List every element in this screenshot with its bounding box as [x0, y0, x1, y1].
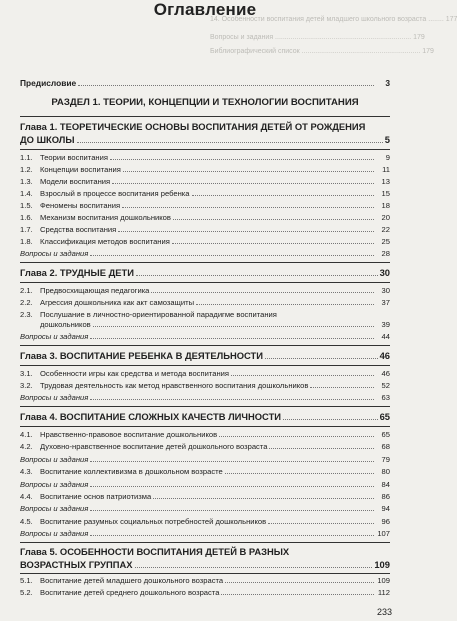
- toc-entry-questions: [20, 529, 390, 539]
- entry-number: 4.2.: [20, 442, 33, 452]
- dot-leader: [269, 448, 374, 449]
- toc-entry: [20, 517, 390, 527]
- entry-page: 39: [381, 320, 390, 329]
- entry-page: 13: [381, 177, 390, 186]
- dot-leader: [173, 219, 374, 220]
- toc-entry-intro: [20, 78, 390, 88]
- divider: [20, 282, 390, 283]
- entry-label: дошкольников: [40, 320, 91, 329]
- entry-label: Вопросы и задания: [20, 479, 89, 489]
- dot-leader: [151, 292, 374, 293]
- entry-label: Послушание в личностно-ориентированной парадигме воспитания: [40, 310, 277, 319]
- entry-page: 11: [382, 165, 390, 174]
- entry-number: 4.4.: [20, 492, 33, 501]
- entry-number: 4.3.: [20, 467, 33, 477]
- toc-entry: [20, 213, 390, 223]
- toc-entry-questions: [20, 393, 390, 403]
- page-title: Оглавление: [153, 0, 257, 19]
- entry-label: Средства воспитания: [40, 225, 117, 234]
- entry-page: 63: [381, 393, 390, 402]
- toc-entry-questions: [20, 455, 390, 465]
- entry-number: 1.3.: [20, 177, 33, 186]
- toc-entry: [20, 153, 390, 163]
- entry-page: 109: [377, 576, 390, 585]
- toc-entry: [20, 225, 390, 235]
- entry-number: 1.7.: [20, 225, 33, 234]
- bleed-through-text: Вопросы и задания ...................................................................... 179: [210, 34, 425, 41]
- entry-number: 4.5.: [20, 516, 33, 526]
- dot-leader: [283, 410, 378, 420]
- entry-label: Трудовая деятельность как метод нравственного воспитания дошкольников: [40, 381, 309, 390]
- chapter-page: 46: [379, 350, 390, 361]
- chapter-page: 109: [374, 559, 390, 570]
- entry-number: 1.6.: [20, 213, 33, 222]
- dot-leader: [221, 594, 374, 595]
- dot-leader: [219, 436, 374, 437]
- entry-number: 1.4.: [20, 189, 33, 198]
- entry-page: 80: [381, 467, 390, 477]
- bleed-through-text: Библиографический список ............................................................. 179: [210, 48, 434, 55]
- divider: [20, 345, 390, 346]
- entry-label: Классификация методов воспитания: [40, 237, 170, 246]
- entry-label: Воспитание коллективизма в дошкольном возрасте: [40, 467, 223, 477]
- toc-entry: [20, 576, 390, 586]
- entry-label: Механизм воспитания дошкольников: [40, 213, 171, 222]
- toc-entry: [20, 369, 390, 379]
- divider: [20, 573, 390, 574]
- entry-page: 52: [381, 381, 390, 390]
- toc-entry: [20, 286, 390, 296]
- entry-label: Вопросы и задания: [20, 504, 89, 514]
- entry-page: 30: [381, 286, 390, 295]
- dot-leader: [225, 473, 374, 474]
- entry-label: Феномены воспитания: [40, 201, 121, 210]
- entry-label: Духовно-нравственное воспитание детей дошкольного возраста: [40, 442, 268, 452]
- entry-page: 37: [381, 298, 390, 307]
- entry-page: 9: [385, 153, 390, 162]
- chapter-page: 5: [384, 134, 390, 145]
- toc-entry: [20, 430, 390, 440]
- toc-entry: [20, 165, 390, 175]
- toc-entry: [20, 189, 390, 199]
- entry-label: Вопросы и задания: [20, 529, 89, 539]
- toc-entry: [20, 442, 390, 452]
- entry-number: 1.1.: [20, 153, 33, 162]
- entry-label: Вопросы и задания: [20, 249, 89, 258]
- dot-leader: [90, 510, 374, 511]
- toc-entry-questions: [20, 480, 390, 490]
- entry-label: Нравственно-правовое воспитание дошкольников: [40, 430, 218, 439]
- entry-page: 46: [381, 369, 390, 378]
- entry-page: 68: [381, 442, 390, 452]
- entry-label: Предисловие: [20, 78, 77, 88]
- entry-number: 2.3.: [20, 310, 33, 319]
- chapter-heading-3: [20, 349, 390, 362]
- divider: [20, 365, 390, 366]
- dot-leader: [153, 498, 374, 499]
- dot-leader: [135, 558, 373, 568]
- entry-number: 4.1.: [20, 430, 33, 439]
- entry-page: 28: [381, 249, 390, 258]
- entry-label: Воспитание детей среднего дошкольного возраста: [40, 588, 220, 597]
- entry-label: Вопросы и задания: [20, 332, 89, 341]
- dot-leader: [90, 338, 374, 339]
- dot-leader: [196, 304, 374, 305]
- dot-leader: [265, 349, 378, 359]
- chapter-title-line: Глава 1. ТЕОРЕТИЧЕСКИЕ ОСНОВЫ ВОСПИТАНИЯ ДЕТЕЙ ОТ РОЖДЕНИЯ: [20, 121, 366, 132]
- dot-leader: [172, 243, 374, 244]
- entry-page: 112: [377, 588, 390, 597]
- chapter-title-line: Глава 5. ОСОБЕННОСТИ ВОСПИТАНИЯ ДЕТЕЙ В РАЗНЫХ: [20, 546, 290, 557]
- dot-leader: [90, 255, 374, 256]
- dot-leader: [268, 523, 374, 524]
- entry-number: 1.2.: [20, 165, 33, 174]
- entry-label: Агрессия дошкольника как акт самозащиты: [40, 298, 195, 307]
- chapter-heading-4: [20, 410, 390, 423]
- toc-entry: [20, 237, 390, 247]
- divider: [20, 542, 390, 543]
- entry-number: 1.5.: [20, 201, 33, 210]
- dot-leader: [110, 159, 374, 160]
- entry-number: 2.2.: [20, 298, 33, 307]
- chapter-title-text: Глава 3. ВОСПИТАНИЕ РЕБЕНКА В ДЕЯТЕЛЬНОСТИ: [20, 350, 264, 361]
- dot-leader: [90, 486, 374, 487]
- chapter-heading-1: [20, 120, 390, 146]
- toc-entry: [20, 381, 390, 391]
- chapter-title-line: [20, 558, 390, 571]
- dot-leader: [77, 133, 383, 143]
- entry-page: 44: [381, 332, 390, 341]
- entry-number: 1.8.: [20, 237, 33, 246]
- bleed-through-text: 14. Особенности воспитания детей младшего школьного возраста ........ 177: [210, 16, 457, 23]
- chapter-page: 65: [379, 411, 390, 422]
- entry-label: Модели воспитания: [40, 177, 111, 186]
- part-heading: РАЗДЕЛ 1. ТЕОРИИ, КОНЦЕПЦИИ И ТЕХНОЛОГИИ ВОСПИТАНИЯ: [51, 97, 359, 108]
- divider: [20, 262, 390, 263]
- dot-leader: [122, 207, 374, 208]
- dot-leader: [231, 375, 374, 376]
- entry-page: 79: [381, 454, 390, 464]
- entry-label: Особенности игры как средства и метода воспитания: [40, 369, 229, 378]
- entry-page: 3: [385, 78, 390, 88]
- entry-label: Воспитание детей младшего дошкольного возраста: [40, 576, 224, 585]
- toc-entry: [20, 492, 390, 502]
- entry-label: Взрослый в процессе воспитания ребенка: [40, 189, 190, 198]
- entry-page: 15: [381, 189, 390, 198]
- entry-page: 94: [381, 504, 390, 514]
- dot-leader: [123, 171, 374, 172]
- dot-leader: [90, 461, 374, 462]
- dot-leader: [225, 582, 374, 583]
- dot-leader: [90, 535, 374, 536]
- chapter-page: 30: [379, 267, 390, 278]
- entry-label: Концепции воспитания: [40, 165, 121, 174]
- entry-number: 5.2.: [20, 588, 33, 597]
- toc-entry-questions: [20, 332, 390, 342]
- entry-page: 25: [381, 237, 390, 246]
- toc-entry-continued: [20, 320, 390, 330]
- entry-number: 2.1.: [20, 286, 33, 295]
- entry-label: Воспитание разумных социальных потребностей дошкольников: [40, 516, 267, 526]
- entry-page: 96: [381, 516, 390, 526]
- chapter-title-text: ДО ШКОЛЫ: [20, 134, 75, 145]
- chapter-title-text: Глава 2. ТРУДНЫЕ ДЕТИ: [20, 267, 134, 278]
- chapter-heading-2: [20, 266, 390, 279]
- dot-leader: [93, 326, 374, 327]
- entry-label: Предвосхищающая педагогика: [40, 286, 150, 295]
- dot-leader: [136, 266, 378, 276]
- chapter-title-text: Глава 4. ВОСПИТАНИЕ СЛОЖНЫХ КАЧЕСТВ ЛИЧНОСТИ: [20, 411, 282, 422]
- dot-leader: [118, 231, 374, 232]
- entry-number: 3.2.: [20, 381, 33, 390]
- dot-leader: [192, 195, 375, 196]
- entry-page: 18: [381, 201, 390, 210]
- divider: [20, 426, 390, 427]
- entry-page: 86: [381, 492, 390, 501]
- entry-page: 65: [381, 430, 390, 439]
- dot-leader: [90, 399, 374, 400]
- entry-label: Вопросы и задания: [20, 393, 89, 402]
- divider: [20, 149, 390, 150]
- divider: [20, 406, 390, 407]
- chapter-title-line: [20, 133, 390, 146]
- page-number: 233: [376, 607, 392, 617]
- toc-entry-questions: [20, 504, 390, 514]
- dot-leader: [78, 85, 374, 86]
- entry-label: Вопросы и задания: [20, 454, 89, 464]
- toc-entry: [20, 177, 390, 187]
- entry-page: 84: [381, 479, 390, 489]
- entry-label: Воспитание основ патриотизма: [40, 492, 152, 501]
- entry-page: 107: [377, 529, 390, 539]
- chapter-title-text: ВОЗРАСТНЫХ ГРУППАХ: [20, 559, 133, 570]
- toc-entry: [20, 467, 390, 477]
- entry-page: 20: [381, 213, 390, 222]
- toc-entry: [20, 201, 390, 211]
- toc-entry: [20, 310, 390, 320]
- dot-leader: [310, 387, 374, 388]
- toc-entry: [20, 588, 390, 598]
- entry-number: 5.1.: [20, 576, 33, 585]
- divider: [20, 116, 390, 117]
- entry-label: Теории воспитания: [40, 153, 108, 162]
- dot-leader: [112, 183, 374, 184]
- chapter-heading-5: [20, 545, 390, 571]
- toc-entry: [20, 298, 390, 308]
- entry-number: 3.1.: [20, 369, 33, 378]
- toc-entry-questions: [20, 249, 390, 259]
- entry-page: 22: [381, 225, 390, 234]
